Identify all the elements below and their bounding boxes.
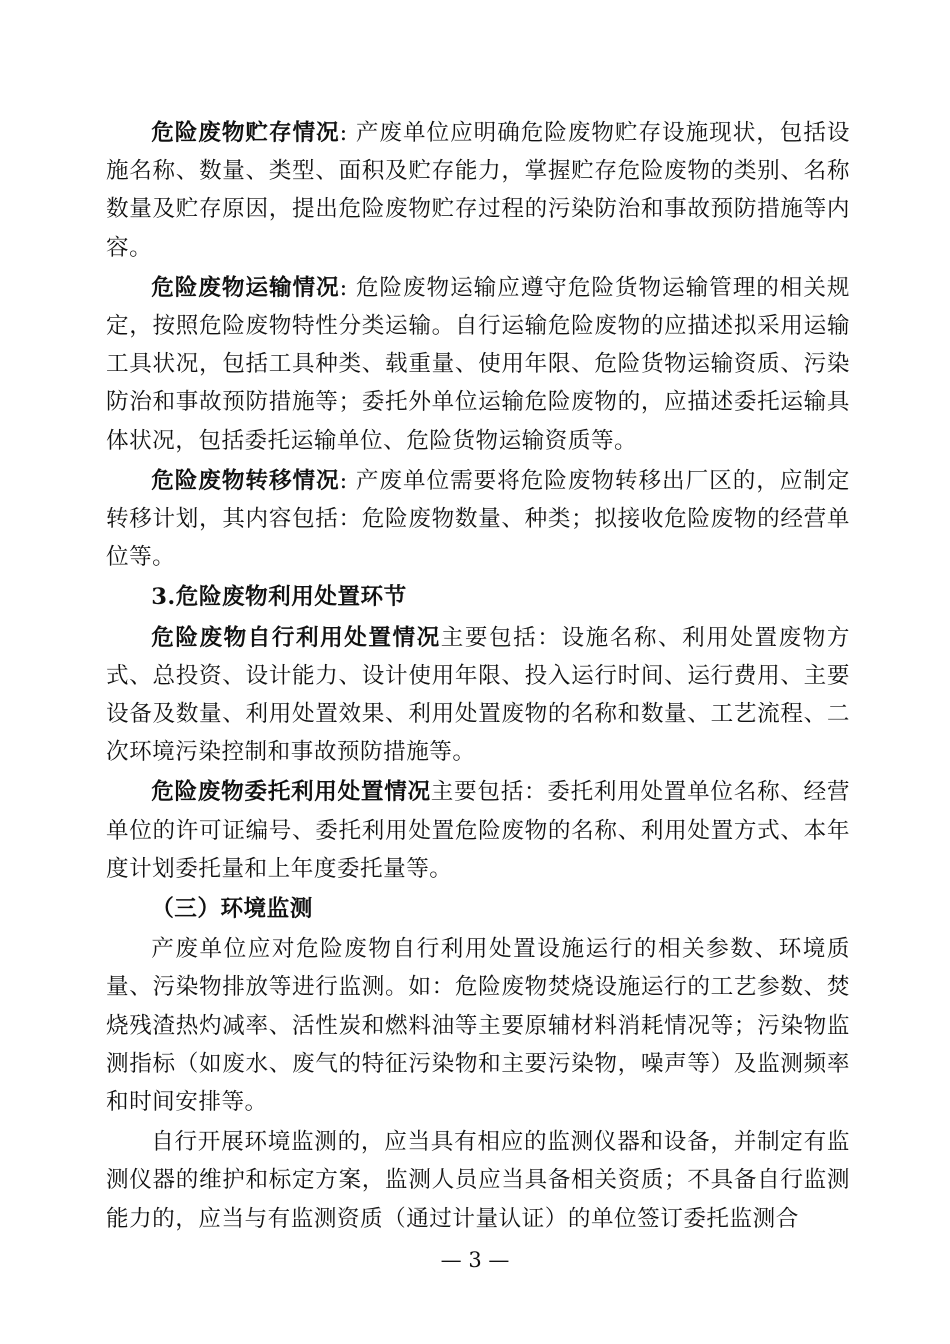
text-entrusted-disposal: 主要包括：委托利用处置单位名称、经营单位的许可证编号、委托利用处置危险废物的名称、利用处置方式、本年度计划委托量和上年度委托量等。 <box>106 779 851 882</box>
paragraph-self-disposal <box>106 619 850 772</box>
term-entrusted-disposal: 危险废物委托利用处置情况 <box>151 779 431 806</box>
paragraph-transfer <box>106 462 850 577</box>
text-self-disposal: 主要包括：设施名称、利用处置废物方式、总投资、设计能力、设计使用年限、投入运行时间、运行费用、主要设备及数量、利用处置效果、利用处置废物的名称和数量、工艺流程、二次环境污染控制和事故预防措施等。 <box>106 624 850 766</box>
term-storage: 危险废物贮存情况 <box>151 120 340 146</box>
term-transfer: 危险废物转移情况 <box>151 467 340 494</box>
text-transport: : 危险废物运输应遵守危险货物运输管理的相关规定，按照危险废物特性分类运输。自行运输危险废物的应描述拟采用运输工具状况，包括工具种类、载重量、使用年限、危险货物运输资质、污染防治和事故预防措施等；委托外单位运输危险废物的，应描述委托运输具体状况，包括委托运输单位、危险货物运输资质等。 <box>106 274 851 454</box>
page-number: — 3 — <box>440 1248 510 1272</box>
text-transfer: : 产废单位需要将危险废物转移出厂区的，应制定转移计划，其内容包括：危险废物数量、种类；拟接收危险废物的经营单位等。 <box>106 467 851 571</box>
paragraph-monitoring-2: 自行开展环境监测的，应当具有相应的监测仪器和设备，并制定有监测仪器的维护和标定方案，监测人员应当具备相关资质；不具备自行监测能力的，应当与有监测资质（通过计量认证）的单位签订委托监测合 <box>106 1129 850 1232</box>
section-3-heading: 3.危险废物利用处置环节 <box>151 584 407 611</box>
term-transport: 危险废物运输情况 <box>151 274 340 301</box>
term-self-disposal: 危险废物自行利用处置情况 <box>151 624 441 651</box>
paragraph-entrusted-disposal <box>106 773 850 888</box>
document-body <box>106 114 850 1240</box>
paragraph-storage <box>106 114 850 267</box>
paragraph-transport <box>106 269 850 460</box>
paragraph-monitoring-1: 产废单位应对危险废物自行利用处置设施运行的相关参数、环境质量、污染物排放等进行监测。如：危险废物焚烧设施运行的工艺参数、焚烧残渣热灼减率、活性炭和燃料油等主要原辅材料消耗情况等；污染物监测指标（如废水、废气的特征污染物和主要污染物，噪声等）及监测频率和时间安排等。 <box>106 936 850 1116</box>
section-three-heading: （三）环境监测 <box>151 896 313 923</box>
text-storage: : 产废单位应明确危险废物贮存设施现状，包括设施名称、数量、类型、面积及贮存能力，掌握贮存危险废物的类别、名称数量及贮存原因，提出危险废物贮存过程的污染防治和事故预防措施等内容。 <box>106 120 851 261</box>
